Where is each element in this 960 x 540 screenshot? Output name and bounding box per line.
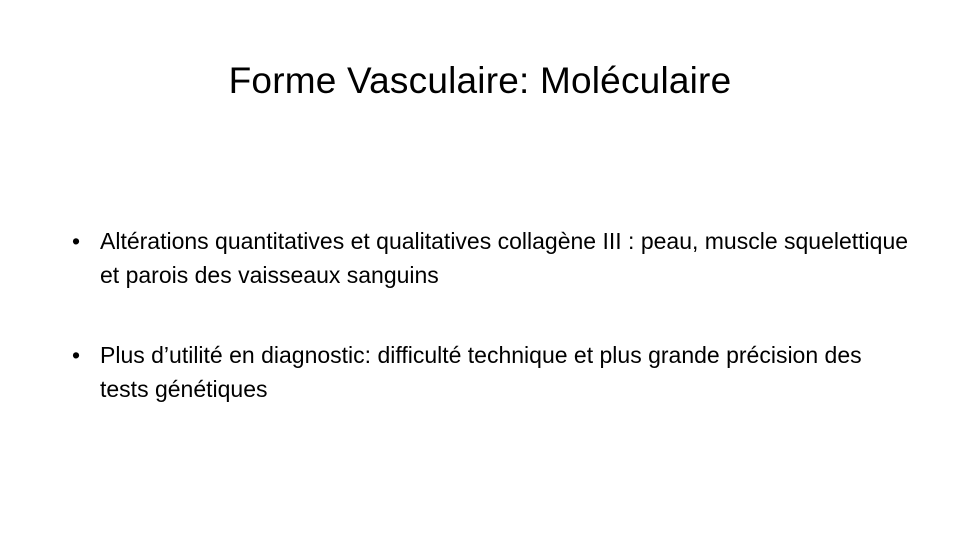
bullet-marker: • xyxy=(72,342,81,368)
bullet-item xyxy=(72,224,912,292)
bullet-text: Plus d’utilité en diagnostic: difficulté technique et plus grande précision des tests génétiques xyxy=(100,342,862,402)
bullet-list xyxy=(72,224,912,406)
slide-title: Forme Vasculaire: Moléculaire xyxy=(228,60,732,101)
bullet-item xyxy=(72,338,912,406)
bullet-text: Altérations quantitatives et qualitatives collagène III : peau, muscle squelettique et parois des vaisseaux sanguins xyxy=(100,228,909,288)
bullet-marker: • xyxy=(72,228,81,254)
